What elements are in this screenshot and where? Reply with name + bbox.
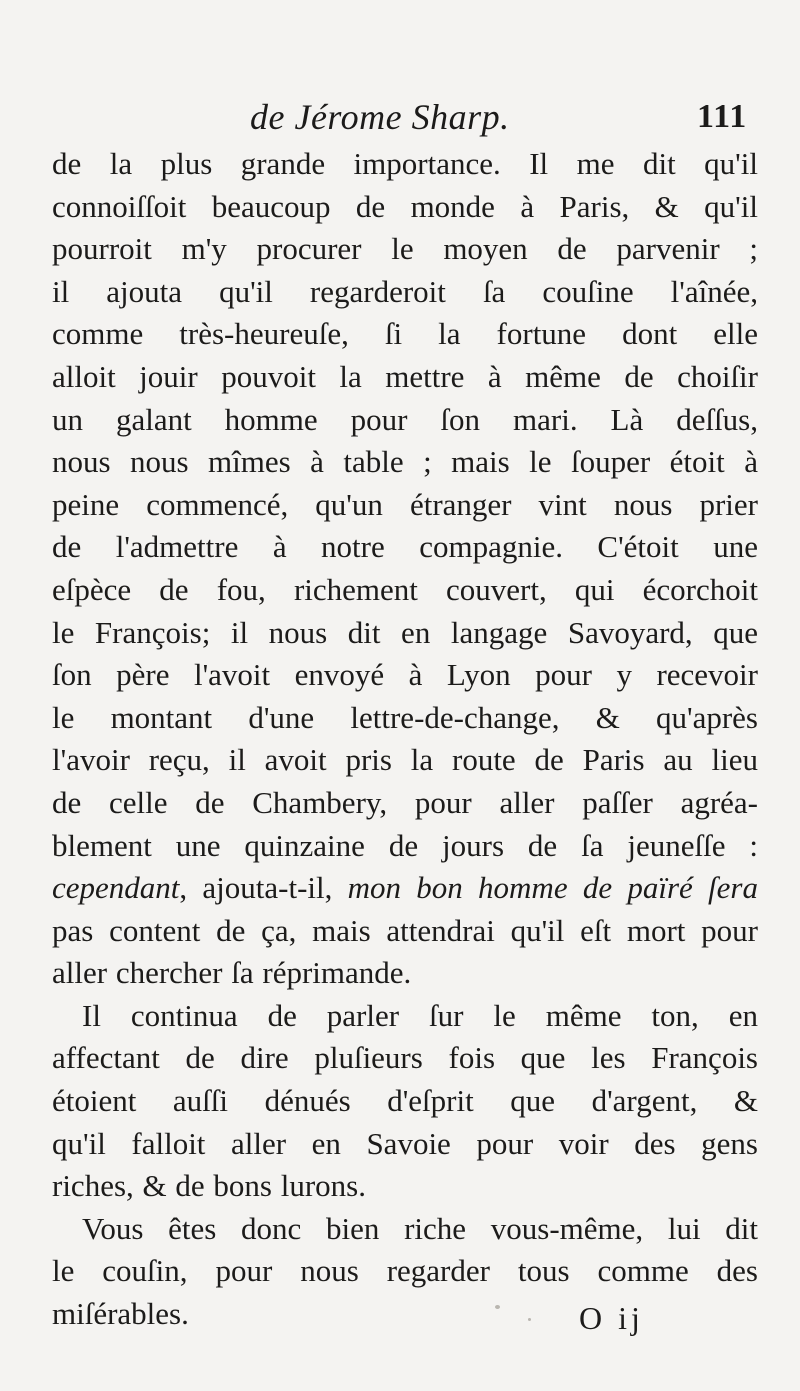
text-line: affectant de dire pluſieurs fois que les François bbox=[52, 1040, 758, 1076]
text-line: alloit jouir pouvoit la mettre à même de choiſir bbox=[52, 358, 758, 394]
text-line-italic: aller chercher ſa réprimande. bbox=[52, 955, 412, 991]
text-line: blement une quinzaine de jours de ſa jeuneſſe : bbox=[52, 827, 758, 863]
text-line: Il continua de parler ſur le même ton, en bbox=[82, 997, 758, 1033]
text-line: connoiſſoit beaucoup de monde à Paris, & qu'il bbox=[52, 188, 758, 224]
roman-run: , ajouta-t-il, bbox=[179, 870, 348, 906]
signature-mark: O ij bbox=[579, 1300, 644, 1336]
text-line-italic: pas content de ça, mais attendrai qu'il eſt mort pour bbox=[52, 912, 758, 948]
paper-spot bbox=[528, 1318, 531, 1321]
text-line: Vous êtes donc bien riche vous-même, lui dit bbox=[82, 1210, 758, 1246]
page-number: 111 bbox=[697, 98, 748, 135]
text-line: qu'il falloit aller en Savoie pour voir des gens bbox=[52, 1125, 758, 1161]
italic-run: cependant bbox=[52, 870, 180, 906]
text-line-mixed bbox=[52, 867, 758, 910]
text-line: riches, & de bons lurons. bbox=[52, 1168, 366, 1204]
text-line: un galant homme pour ſon mari. Là deſſus, bbox=[52, 401, 758, 437]
text-line: l'avoir reçu, il avoit pris la route de Paris au lieu bbox=[52, 742, 758, 778]
body-text bbox=[52, 143, 758, 1336]
text-line: le François; il nous dit en langage Savoyard, que bbox=[52, 614, 758, 650]
italic-run: mon bon homme de païré ſera bbox=[347, 870, 758, 906]
text-line: nous nous mîmes à table ; mais le ſouper étoit à bbox=[52, 444, 758, 480]
text-line: étoient auſſi dénués d'eſprit que d'argent, & bbox=[52, 1083, 758, 1119]
text-line: miſérables. bbox=[52, 1296, 189, 1332]
text-line: le couſin, pour nous regarder tous comme des bbox=[52, 1253, 758, 1289]
text-line: de l'admettre à notre compagnie. C'étoit une bbox=[52, 529, 758, 565]
paper-spot bbox=[495, 1305, 500, 1309]
text-line: pourroit m'y procurer le moyen de parvenir ; bbox=[52, 231, 758, 267]
page-header bbox=[0, 96, 800, 140]
running-title: de Jérome Sharp. bbox=[250, 97, 510, 137]
text-line: il ajouta qu'il regarderoit ſa couſine l'aînée, bbox=[52, 273, 758, 309]
text-line: peine commencé, qu'un étranger vint nous prier bbox=[52, 486, 758, 522]
text-line: eſpèce de fou, richement couvert, qui écorchoit bbox=[52, 571, 758, 607]
text-line: de celle de Chambery, pour aller paſſer agréa- bbox=[52, 784, 758, 820]
text-line: ſon père l'avoit envoyé à Lyon pour y recevoir bbox=[52, 657, 758, 693]
text-line: comme très-heureuſe, ſi la fortune dont elle bbox=[52, 316, 758, 352]
text-line: le montant d'une lettre-de-change, & qu'après bbox=[52, 699, 758, 735]
text-line: de la plus grande importance. Il me dit qu'il bbox=[52, 146, 758, 181]
